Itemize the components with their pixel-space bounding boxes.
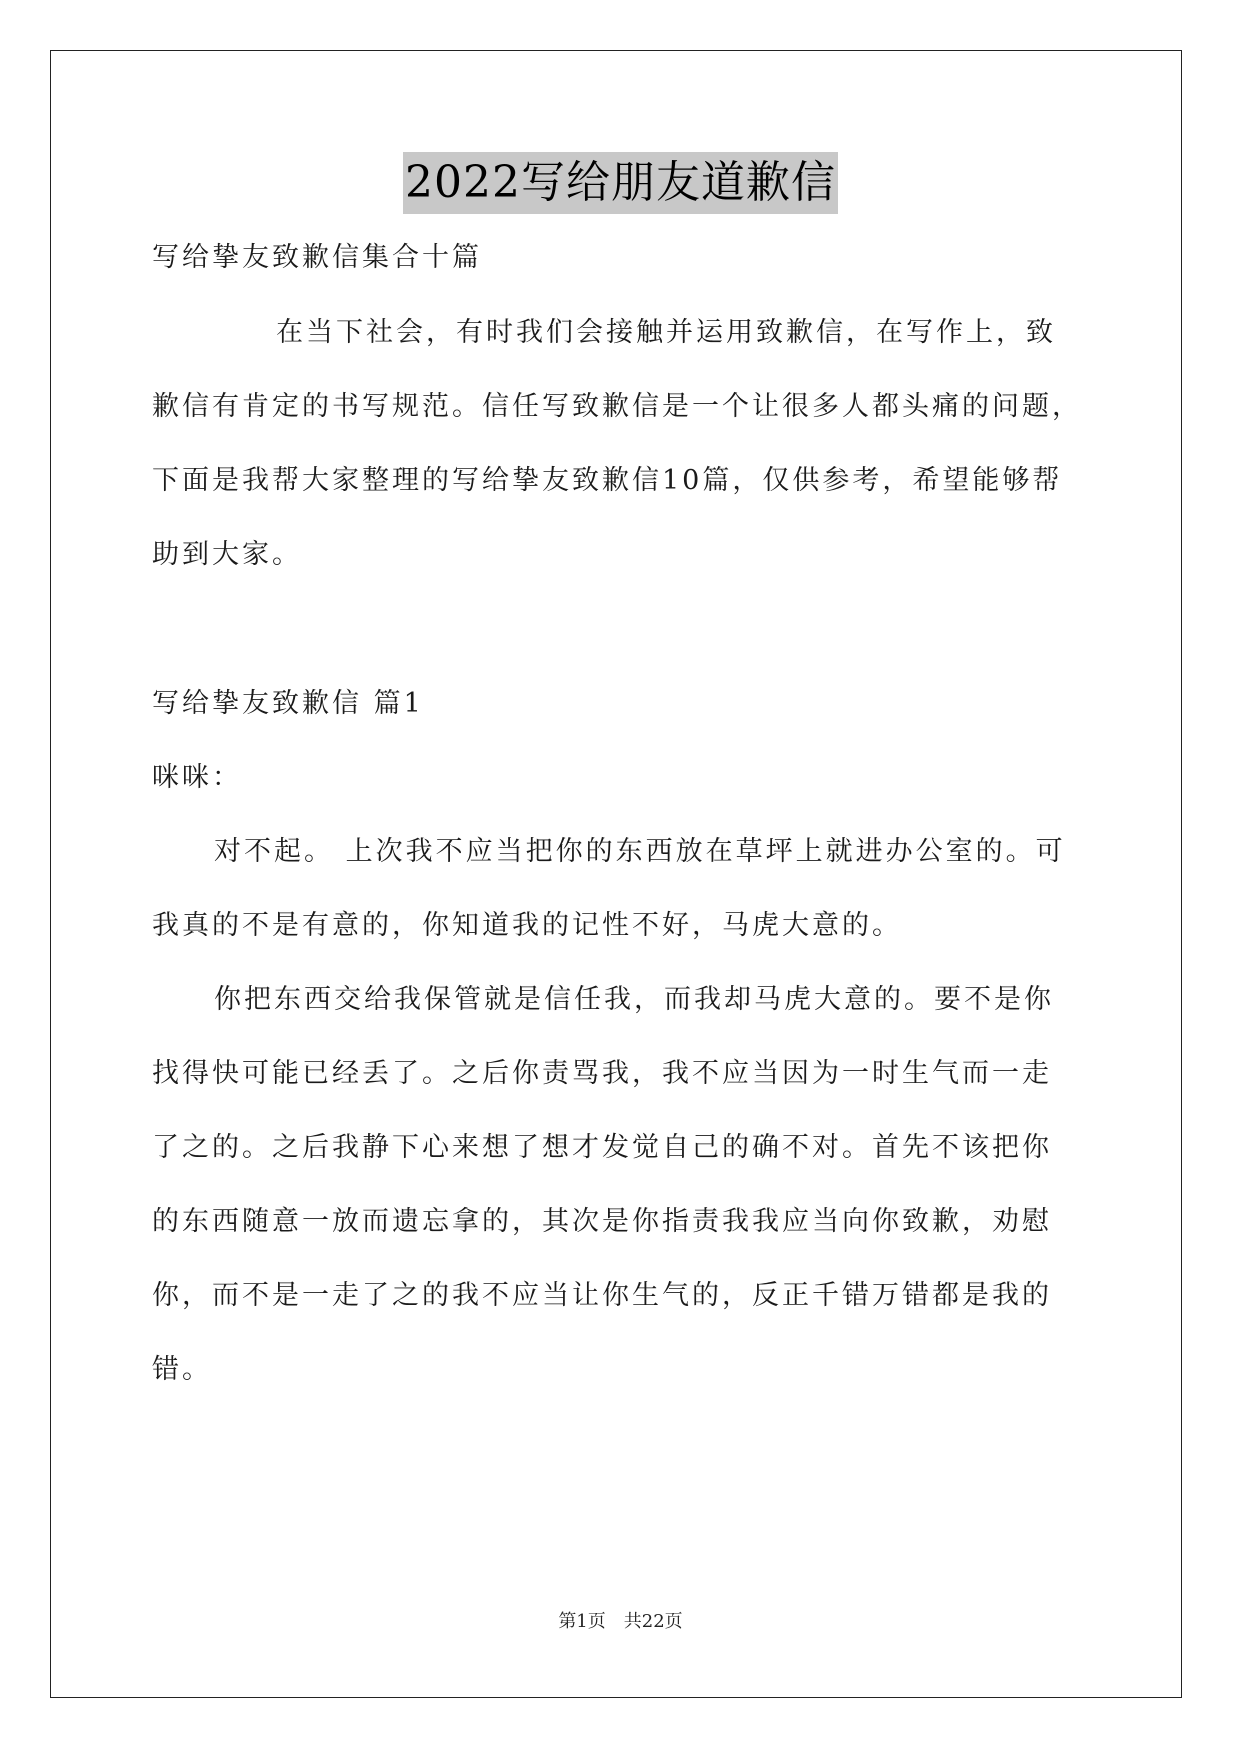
body-line-1: 对不起。 上次我不应当把你的东西放在草坪上就进办公室的。可 [214, 836, 1066, 867]
section-heading: 写给挚友致歉信 篇1 [152, 688, 424, 719]
body-line-3: 你把东西交给我保管就是信任我，而我却马虎大意的。要不是你 [214, 984, 1054, 1015]
intro-line-1: 在当下社会，有时我们会接触并运用致歉信，在写作上，致 [276, 317, 1056, 348]
page-border [50, 50, 1182, 1698]
page-footer: 第1页 共22页 [558, 1611, 683, 1632]
body-line-4: 找得快可能已经丢了。之后你责骂我，我不应当因为一时生气而一走 [152, 1058, 1052, 1089]
body-line-7: 你，而不是一走了之的我不应当让你生气的，反正千错万错都是我的 [152, 1280, 1052, 1311]
salutation: 咪咪： [152, 762, 242, 793]
body-line-8: 错。 [152, 1354, 212, 1385]
body-line-5: 了之的。之后我静下心来想了想才发觉自己的确不对。首先不该把你 [152, 1132, 1052, 1163]
subtitle: 写给挚友致歉信集合十篇 [152, 242, 482, 273]
intro-line-3: 下面是我帮大家整理的写给挚友致歉信10篇，仅供参考，希望能够帮 [152, 465, 1063, 496]
intro-line-4: 助到大家。 [152, 539, 302, 570]
title-container [0, 152, 1241, 214]
body-line-6: 的东西随意一放而遗忘拿的，其次是你指责我我应当向你致歉，劝慰 [152, 1206, 1052, 1237]
document-title: 2022写给朋友道歉信 [403, 152, 838, 214]
body-line-2: 我真的不是有意的，你知道我的记性不好，马虎大意的。 [152, 910, 902, 941]
intro-line-2: 歉信有肯定的书写规范。信任写致歉信是一个让很多人都头痛的问题， [152, 391, 1082, 422]
